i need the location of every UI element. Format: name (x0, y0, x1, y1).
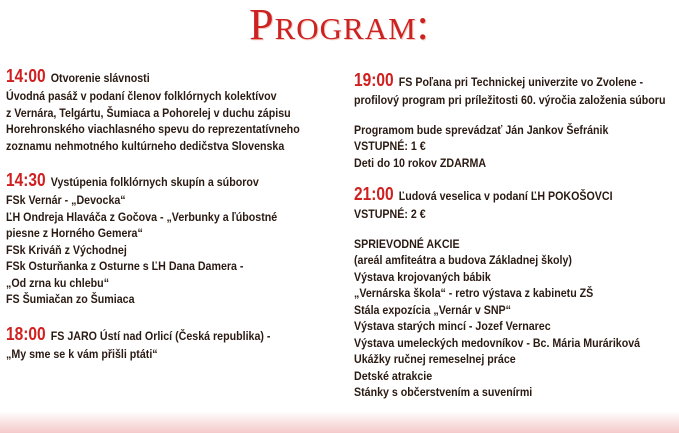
info-line: VSTUPNÉ: 2 € (354, 207, 426, 221)
event-14-30 (6, 170, 290, 192)
event-heading: Otvorenie slávnosti (50, 71, 150, 85)
event-time: 14:30 (6, 170, 46, 190)
performer-line: piesne z Horného Gemera“ (6, 226, 143, 240)
performer-line: ĽH Ondreja Hlaváča z Gočova - „Verbunky a ľúbostné (6, 209, 278, 224)
event-description-line: profilový program pri príležitosti 60. výročia založenia súboru (354, 93, 666, 107)
section-heading: SPRIEVODNÉ AKCIE (354, 236, 460, 251)
accompanying-line: Stála expozícia „Vernár v SNP“ (354, 302, 511, 317)
accompanying-line: Výstava krojovaných bábik (354, 269, 491, 284)
accompanying-line: Výstava umeleckých medovníkov - Bc. Mária Muráriková (354, 335, 641, 350)
event-18-00 (6, 324, 290, 346)
event-time: 14:00 (6, 66, 46, 86)
bottom-decoration (0, 411, 679, 433)
accompanying-line: (areál amfiteátra a budova Základnej školy) (354, 253, 572, 267)
event-time: 19:00 (354, 70, 394, 90)
accompanying-line: Ukážky ručnej remeselnej práce (354, 352, 516, 366)
event-heading: Vystúpenia folklórnych skupín a súborov (50, 175, 259, 189)
event-description-line: z Vernára, Telgártu, Šumiaca a Pohorelej v duchu zápisu (6, 105, 291, 120)
event-19-00 (354, 70, 644, 92)
accompanying-line: Detské atrakcie (354, 368, 433, 383)
accompanying-line: Stánky s občerstvením a suvenírmi (354, 385, 533, 399)
performer-line: FSk Kriváň z Východnej (6, 242, 127, 257)
right-column (354, 70, 676, 401)
event-heading: Ľudová veselica v podaní ĽH POKOŠOVCI (398, 189, 613, 203)
performer-line: FSk Osturňanka z Osturne s ĽH Dana Damera - (6, 259, 244, 273)
accompanying-line: Výstava starých mincí - Jozef Vernarec (354, 319, 551, 333)
event-time: 21:00 (354, 184, 394, 204)
event-description-line: „My sme se k vám přišli ptáti“ (6, 346, 158, 361)
event-21-00 (354, 184, 631, 206)
performer-line: FSk Vernár - „Devocka“ (6, 193, 126, 207)
info-line: Programom bude sprevádzať Ján Jankov Šefránik (354, 122, 609, 137)
event-description-line: Horehronského viachlasného spevu do reprezentatívneho (6, 122, 300, 136)
page-title: Program: (249, 0, 430, 49)
accompanying-line: „Vernárska škola“ - retro výstava z kabinetu ZŠ (354, 286, 594, 300)
event-14-00 (6, 66, 290, 88)
info-line: Deti do 10 rokov ZDARMA (354, 155, 487, 170)
event-heading: FS JARO Ústí nad Orlicí (Česká republika) - (50, 328, 271, 343)
performer-line: FS Šumiačan zo Šumiaca (6, 292, 135, 306)
left-column (6, 66, 336, 362)
event-description-line: Úvodná pasáž v podaní členov folklórnych kolektívov (6, 89, 277, 103)
info-line: VSTUPNÉ: 1 € (354, 139, 426, 153)
performer-line: „Od zrna ku chlebu“ (6, 275, 110, 290)
event-description-line: zoznamu nehmotného kultúrneho dedičstva Slovenska (6, 138, 285, 153)
event-heading: FS Poľana pri Technickej univerzite vo Zvolene - (398, 75, 644, 89)
event-time: 18:00 (6, 323, 46, 344)
